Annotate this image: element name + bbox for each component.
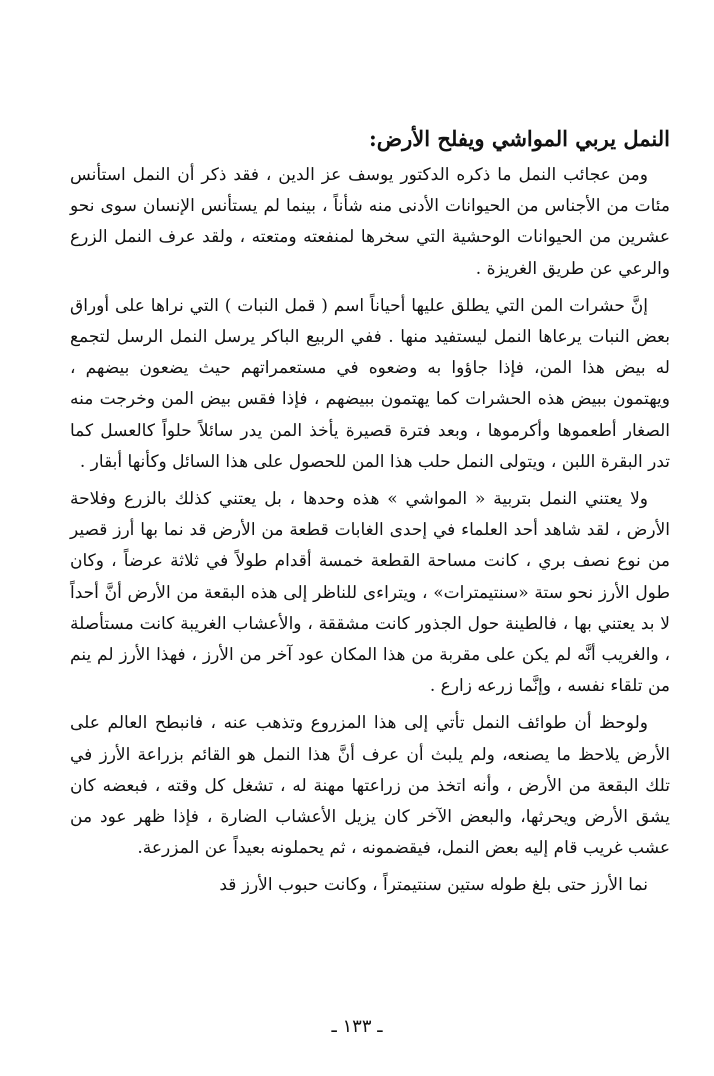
paragraph: نما الأرز حتى بلغ طوله ستين سنتيمتراً ، وكانت حبوب الأرز قد	[219, 875, 648, 896]
paragraph: ولا يعتني النمل بتربية « المواشي » هذه وحدها ، بل يعتني كذلك بالزرع وفلاحة الأرض ، لقد شاهد أحد العلماء في إحدى الغابات قطعة من الأرض قد نما بها أرز قصير من نوع نصف بري ، كانت مساحة القطعة خمسة أقدام طولاً في ثلاثة عرضاً ، وكان طول الأرز نحو ستة «سنتيمترات» ، ويتراءى للناظر إلى هذه البقعة من الأرض أنَّ أحداً لا بد يعتني بها ، فالطينة حول الجذور كانت مشققة ، والأعشاب الغريبة كانت مستأصلة ، والغريب أنَّه لم يكن على مقربة من هذا المكان عود آخر من الأرز ، فهذا الأرز لم ينم من تلقاء نفسه ، وإنَّما زرعه زارع .	[70, 489, 670, 697]
paragraph: ومن عجائب النمل ما ذكره الدكتور يوسف عز الدين ، فقد ذكر أن النمل استأنس مئات من الأجناس من الحيوانات الأدنى منه شأناً ، بينما لم يستأنس الإنسان سوى نحو عشرين من الحيوانات الوحشية التي سخرها لمنفعته ومتعته ، ولقد عرف النمل الزرع والرعي عن طريق الغريزة .	[70, 165, 670, 279]
paragraph: ولوحظ أن طوائف النمل تأتي إلى هذا المزروع وتذهب عنه ، فانبطح العالم على الأرض يلاحظ ما يصنعه، ولم يلبث أن عرف أنَّ هذا النمل هو القائم بزراعة الأرز في تلك البقعة من الأرض ، وأنه اتخذ من زراعتها مهنة له ، تشغل كل وقته ، فبعضه كان يشق الأرض ويحرثها، والبعض الآخر كان يزيل الأعشاب الضارة ، فإذا ظهر عود من عشب غريب قام إليه بعض النمل، فيقضمونه ، ثم يحملونه بعيداً عن المزرعة.	[70, 713, 670, 859]
paragraph: إنَّ حشرات المن التي يطلق عليها أحياناً اسم ( قمل النبات ) التي نراها على أوراق بعض النبات يرعاها النمل ليستفيد منها . ففي الربيع الباكر يرسل النمل الرسل لتجمع له بيض هذا المن، فإذا جاؤوا به وضعوه في مستعمراتهم حيث يضعون بيضهم ، ويهتمون ببيض هذه الحشرات كما يهتمون ببيضهم ، فإذا فقس بيض المن وخرجت منه الصغار أطعموها وأكرموها ، وبعد فترة قصيرة يأخذ المن يدر سائلاً حلواً كالعسل كما تدر البقرة اللبن ، ويتولى النمل حلب هذا المن للحصول على هذا السائل وكأنها أبقار .	[70, 295, 670, 472]
page-body	[70, 122, 670, 908]
section-heading: النمل يربي المواشي ويفلح الأرض:	[368, 126, 670, 151]
page-number: ـ ١٣٣ ـ	[331, 1016, 383, 1037]
